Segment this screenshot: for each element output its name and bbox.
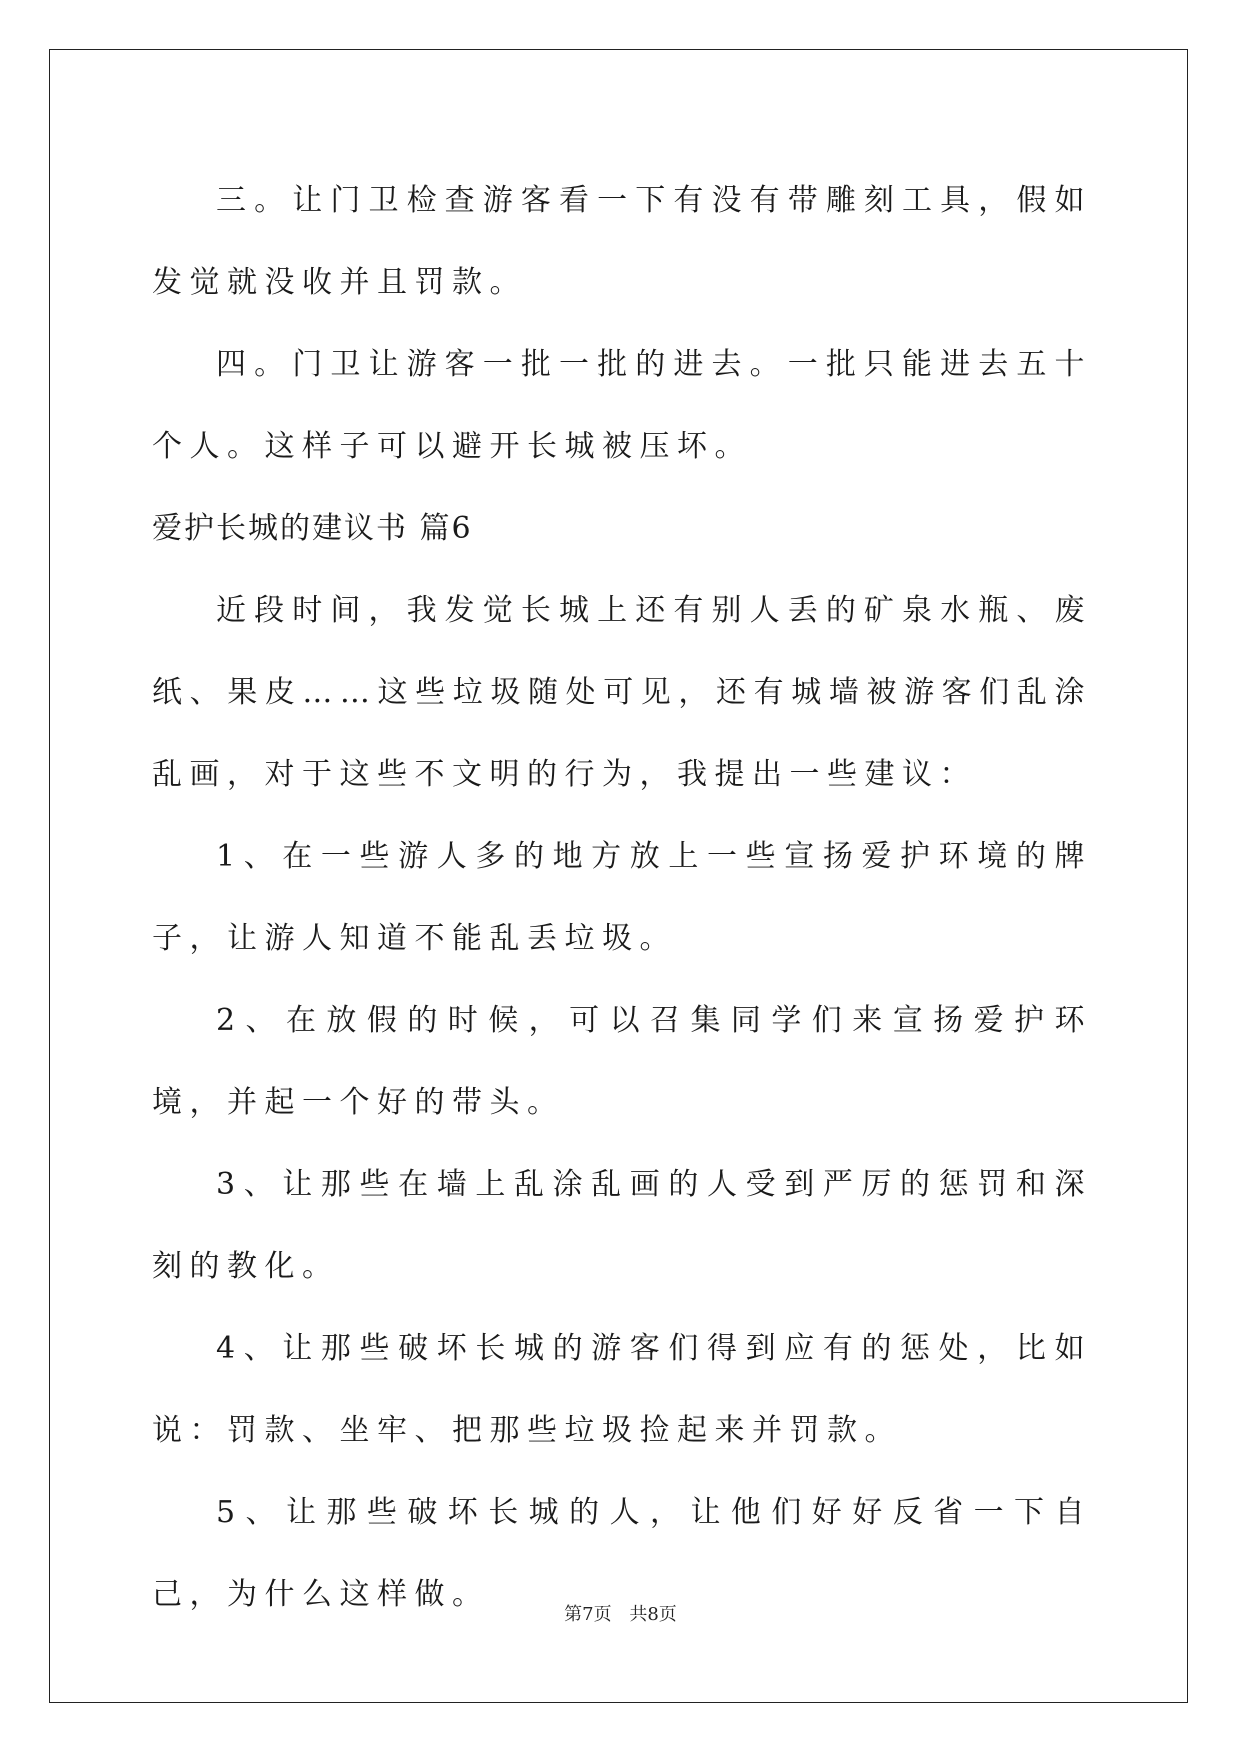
suggestion-1: 1、在一些游人多的地方放上一些宣扬爱护环境的牌子，让游人知道不能乱丢垃圾。 xyxy=(152,839,1092,956)
paragraph-4: 四。门卫让游客一批一批的进去。一批只能进去五十个人。这样子可以避开长城被压坏。 xyxy=(152,347,1092,464)
suggestion-3: 3、让那些在墙上乱涂乱画的人受到严厉的惩罚和深刻的教化。 xyxy=(152,1167,1092,1284)
suggestion-4: 4、让那些破坏长城的游客们得到应有的惩处，比如说：罚款、坐牢、把那些垃圾捡起来并罚款。 xyxy=(152,1331,1092,1448)
suggestion-2: 2、在放假的时候，可以召集同学们来宣扬爱护环境，并起一个好的带头。 xyxy=(152,1003,1092,1120)
page-number-current: 第7页 xyxy=(564,1604,612,1625)
document-body xyxy=(152,160,1092,1636)
intro-paragraph: 近段时间，我发觉长城上还有别人丢的矿泉水瓶、废纸、果皮……这些垃圾随处可见，还有城墙被游客们乱涂乱画，对于这些不文明的行为，我提出一些建议： xyxy=(152,593,1092,792)
paragraph-3: 三。让门卫检查游客看一下有没有带雕刻工具，假如发觉就没收并且罚款。 xyxy=(152,183,1092,300)
page-number-total: 共8页 xyxy=(629,1604,677,1625)
suggestion-5: 5、让那些破坏长城的人，让他们好好反省一下自己，为什么这样做。 xyxy=(152,1495,1092,1612)
section-heading: 爱护长城的建议书 篇6 xyxy=(152,511,473,546)
page-footer xyxy=(0,1600,1241,1626)
